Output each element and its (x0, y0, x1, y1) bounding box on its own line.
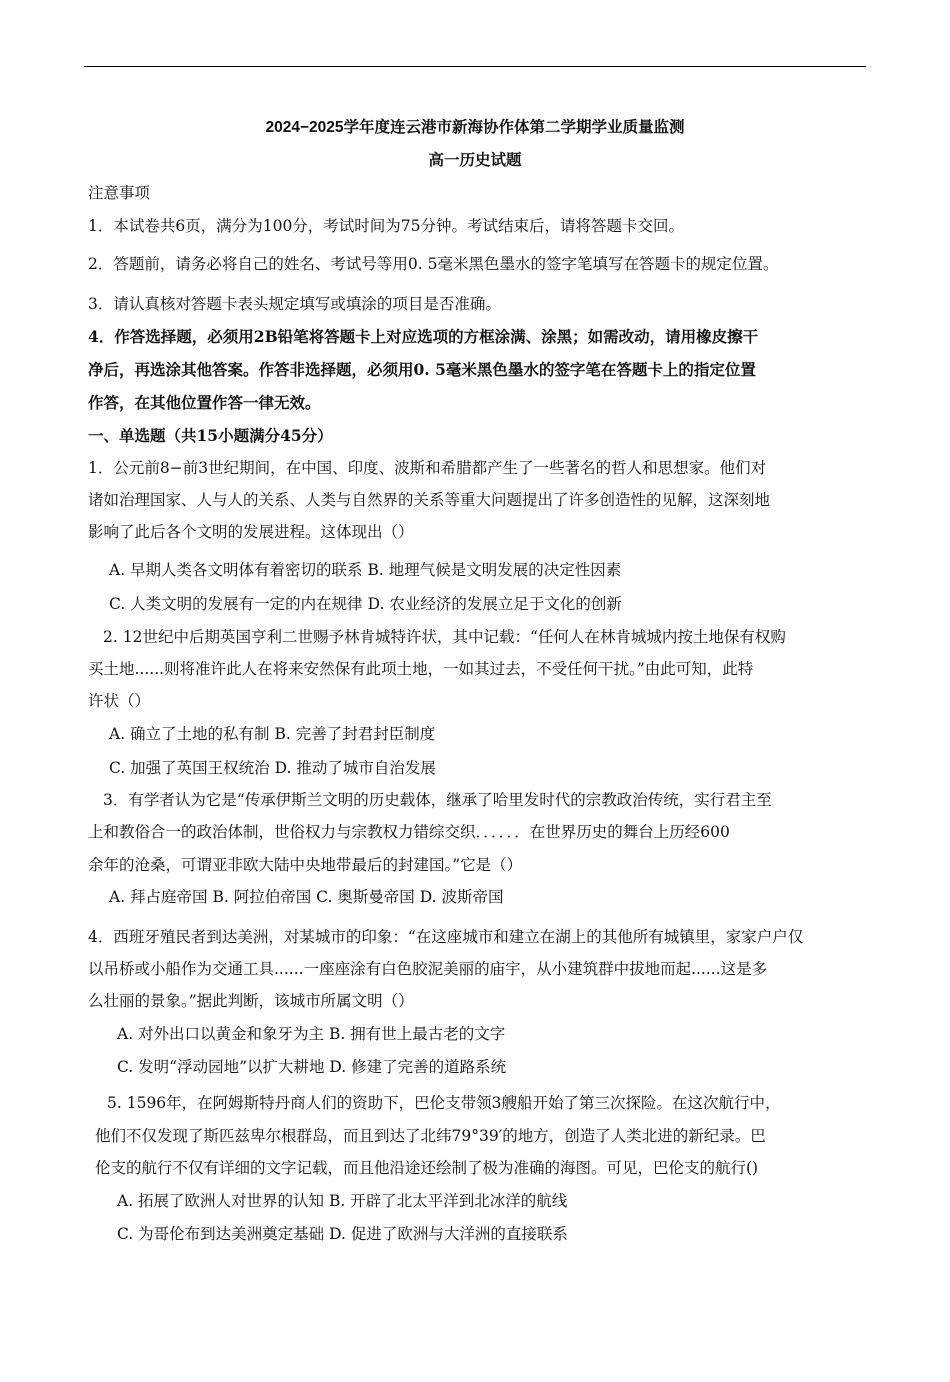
note-item: 2．答题前，请务必将自己的姓名、考试号等用0. 5毫米黑色墨水的签字笔填写在答题卡的规定位置。 (88, 255, 779, 273)
question-1-options: C. 人类文明的发展有一定的内在规律 D. 农业经济的发展立足于文化的创新 (109, 595, 622, 613)
question-2-line: 买土地......则将准许此人在将来安然保有此项土地，一如其过去，不受任何干扰。”由此可知，此特 (88, 660, 754, 678)
note-item: 3．请认真核对答题卡表头规定填写或填涂的项目是否准确。 (88, 295, 501, 313)
section-heading: 一、单选题（共15小题满分45分） (88, 426, 333, 445)
question-3-options: A. 拜占庭帝国 B. 阿拉伯帝国 C. 奥斯曼帝国 D. 波斯帝国 (109, 888, 504, 906)
question-2-options: C. 加强了英国王权统治 D. 推动了城市自治发展 (109, 759, 436, 777)
question-1-line: 1．公元前8−前3世纪期间，在中国、印度、波斯和希腊都产生了一些著名的哲人和思想家。他们对 (88, 459, 767, 477)
exam-subtitle: 高一历史试题 (428, 152, 522, 169)
question-5-options: C. 为哥伦布到达美洲奠定基础 D. 促进了欧洲与大洋洲的直接联系 (117, 1225, 568, 1243)
note-item: 1．本试卷共6页，满分为100分，考试时间为75分钟。考试结束后，请将答题卡交回。 (88, 217, 685, 235)
note-item-bold: 净后，再选涂其他答案。作答非选择题，必须用0. 5毫米黑色墨水的签字笔在答题卡上的指定位置 (88, 360, 756, 379)
question-5-line: 5. 1596年，在阿姆斯特丹商人们的资助下，巴伦支带领3艘船开始了第三次探险。在这次航行中， (107, 1094, 781, 1112)
question-1-line: 诸如治理国家、人与人的关系、人类与自然界的关系等重大问题提出了许多创造性的见解，这深刻地 (88, 491, 771, 509)
question-2-options: A. 确立了土地的私有制 B. 完善了封君封臣制度 (109, 725, 436, 743)
question-2-line: 许状（） (88, 692, 151, 710)
question-5-line: 伦支的航行不仅有详细的文字记载，而且他沿途还绘制了极为准确的海图。可见，巴伦支的航行() (95, 1159, 759, 1177)
question-3-line: 3．有学者认为它是“传承伊斯兰文明的历史载体，继承了哈里发时代的宗教政治传统，实行君主至 (103, 791, 772, 809)
exam-title: 2024−2025学年度连云港市新海协作体第二学期学业质量监测 (265, 119, 685, 136)
header-rule (84, 66, 866, 67)
question-3-line: 余年的沧桑，可谓亚非欧大陆中央地带最后的封建国。”它是（） (88, 856, 523, 874)
question-2-line: 2. 12世纪中后期英国亨利二世赐予林肯城特许状，其中记载：“任何人在林肯城城内按土地保有权购 (103, 628, 786, 646)
question-5-line: 他们不仅发现了斯匹兹卑尔根群岛，而且到达了北纬79°39′的地方，创造了人类北进的新纪录。巴 (95, 1127, 766, 1145)
note-item-bold: 作答，在其他位置作答一律无效。 (88, 393, 321, 412)
question-5-options: A. 拓展了欧洲人对世界的认知 B. 开辟了北太平洋到北冰洋的航线 (117, 1192, 568, 1210)
question-4-options: C. 发明“浮动园地”以扩大耕地 D. 修建了完善的道路系统 (117, 1058, 507, 1076)
question-1-line: 影响了此后各个文明的发展进程。这体现出（） (88, 523, 414, 541)
question-4-line: 么壮丽的景象。”据此判断，该城市所属文明（） (88, 992, 414, 1010)
question-4-line: 以吊桥或小船作为交通工具......一座座涂有白色胶泥美丽的庙宇，从小建筑群中拔地而起......这是多 (88, 960, 768, 978)
question-4-line: 4．西班牙殖民者到达美洲，对某城市的印象：“在这座城市和建立在湖上的其他所有城镇里，家家户户仅 (88, 928, 804, 946)
notes-heading: 注意事项 (88, 184, 151, 202)
question-1-options: A. 早期人类各文明体有着密切的联系 B. 地理气候是文明发展的决定性因素 (109, 561, 622, 579)
note-item-bold: 4．作答选择题，必须用2B铅笔将答题卡上对应选项的方框涂满、涂黑；如需改动，请用橡皮擦干 (88, 327, 759, 346)
question-3-line: 上和教俗合一的政治体制，世俗权力与宗教权力错综交织．．．．．．在世界历史的舞台上历经600 (88, 823, 730, 841)
question-4-options: A. 对外出口以黄金和象牙为主 B. 拥有世上最古老的文字 (117, 1025, 506, 1043)
